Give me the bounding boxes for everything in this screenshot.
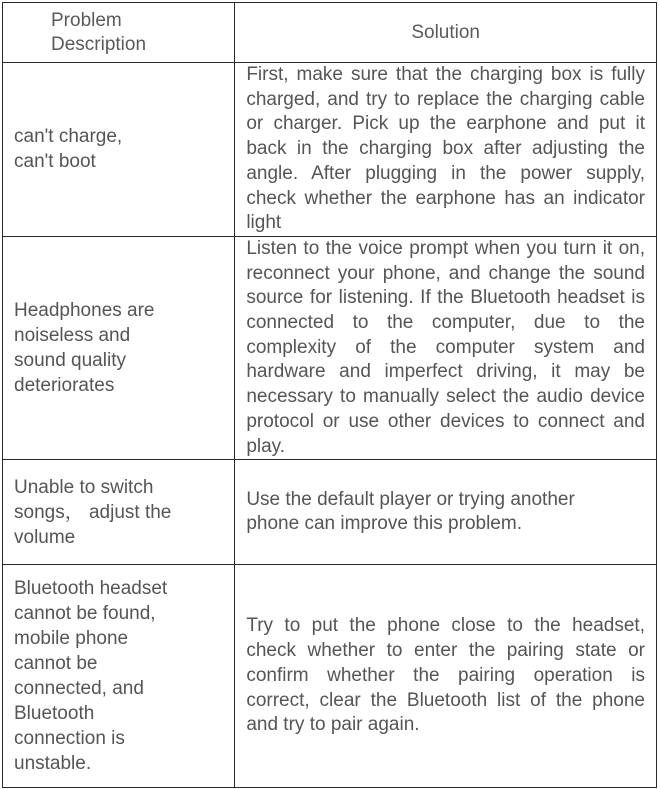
problem-text: Headphones are noiseless and sound quality deteriorates (14, 300, 155, 397)
solution-cell: Listen to the voice prompt when you turn it on, reconnect your phone, and change the sound source for listening. If the Bluetooth headset is connected to the computer, due to the complexity of the computer system and hardware and imperfect driving, it may be necessary to manually select the audio device protocol or use other devices to connect and play. (235, 236, 657, 459)
header-solution: Solution (235, 3, 657, 63)
problem-cell (3, 565, 235, 788)
table-row (3, 236, 657, 459)
table-row (3, 460, 657, 565)
solution-line: Use the default player or trying another (246, 488, 575, 510)
header-problem-description (3, 3, 235, 63)
table-row (3, 63, 657, 237)
problem-text: Bluetooth headset cannot be found, mobile phone cannot be connected, and Bluetooth connection is unstable. (14, 578, 168, 775)
solution-line: phone can improve this problem. (246, 513, 522, 535)
problem-cell (3, 460, 235, 565)
problem-cell (3, 63, 235, 237)
problem-text: can't charge, can't boot (14, 126, 123, 173)
solution-cell: First, make sure that the charging box is fully charged, and try to replace the charging cable or charger. Pick up the earphone and put it back in the charging box after adjusting the angle. After plugging in the power supply, check whether the earphone has an indicator light (235, 63, 657, 237)
problem-text: Unable to switch songs， adjust the volume (14, 476, 172, 548)
table-header-row (3, 3, 657, 63)
solution-cell: Try to put the phone close to the headset, check whether to enter the pairing state or confirm whether the pairing operation is correct, clear the Bluetooth list of the phone and try to pair again. (235, 565, 657, 788)
header-problem-label: Problem Description (51, 9, 147, 55)
troubleshooting-table (2, 2, 657, 788)
solution-cell (235, 460, 657, 565)
table-row (3, 565, 657, 788)
problem-cell (3, 236, 235, 459)
